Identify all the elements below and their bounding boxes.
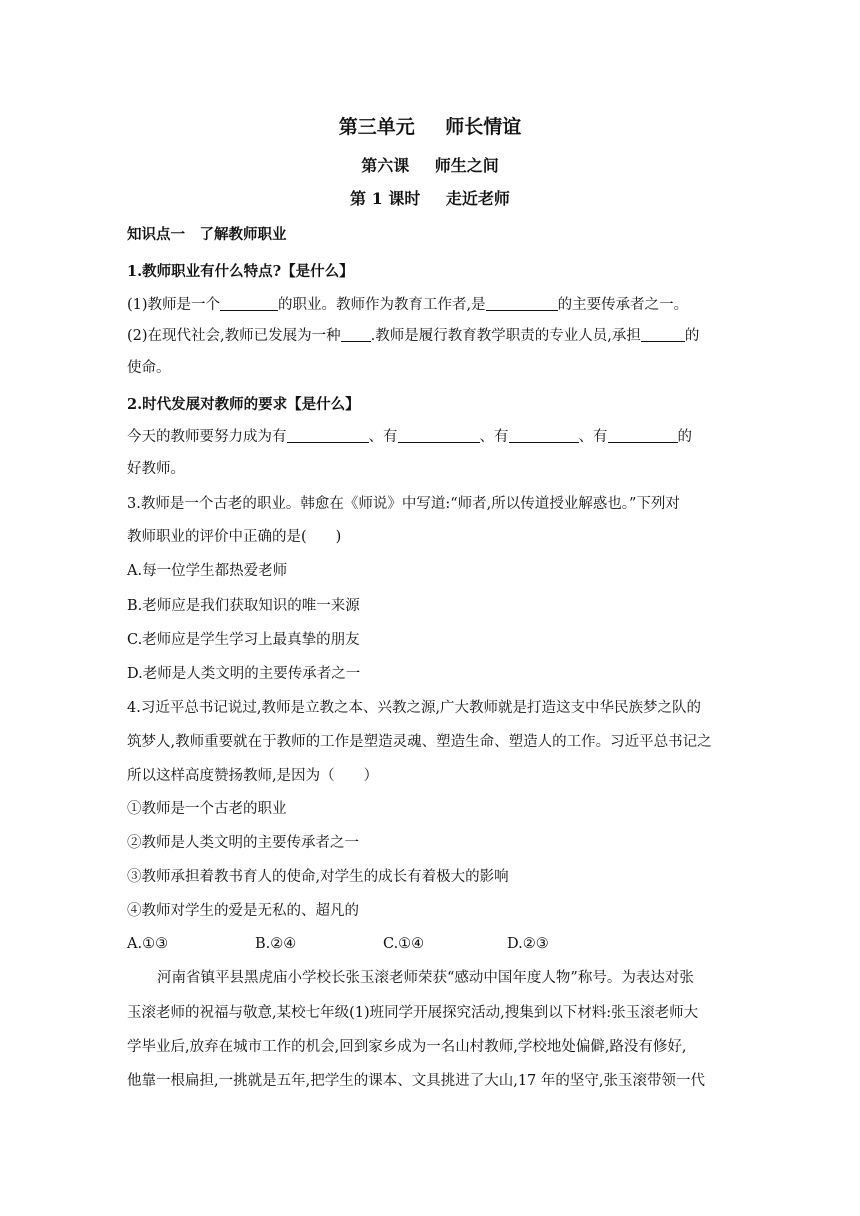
question-1-line-3: 使命。 [127,360,171,376]
question-1-line-2: (2)在现代社会,教师已发展为一种 .教师是履行教育教学职责的专业人员,承担 的 [127,328,700,344]
question-4-option-b[interactable]: B.②④ [255,936,297,952]
question-4-stem-line-2: 筑梦人,教师重要就在于教师的工作是塑造灵魂、塑造生命、塑造人的工作。习近平总书记之 [127,734,712,750]
period-title: 第 1 课时 走近老师 [350,189,510,208]
question-4-option-d[interactable]: D.②③ [507,936,549,952]
question-1-title: 1.教师职业有什么特点?【是什么】 [127,263,354,280]
question-4-statement-3: ③教师承担着教书育人的使命,对学生的成长有着极大的影响 [127,869,509,885]
fill-blank[interactable] [641,326,685,342]
material-paragraph-line-1: 河南省镇平县黑虎庙小学校长张玉滚老师荣获“感动中国年度人物”称号。为表达对张 [157,970,694,986]
question-4-option-c[interactable]: C.①④ [383,936,425,952]
question-4-statement-1: ①教师是一个古老的职业 [127,801,287,817]
fill-blank[interactable] [220,295,278,311]
fill-blank[interactable] [398,427,480,443]
question-3-option-c[interactable]: C.老师应是学生学习上最真挚的朋友 [127,632,360,648]
question-3-stem-line-1: 3.教师是一个古老的职业。韩愈在《师说》中写道:“师者,所以传道授业解惑也。”下列对 [127,496,680,512]
material-paragraph-line-4: 他靠一根扁担,一挑就是五年,把学生的课本、文具挑进了大山,17 年的坚守,张玉滚带领一代 [127,1073,705,1089]
unit-title: 第三单元 师长情谊 [338,116,522,138]
fill-blank[interactable] [608,427,678,443]
material-paragraph-line-2: 玉滚老师的祝福与敬意,某校七年级(1)班同学开展探究活动,搜集到以下材料:张玉滚老师大 [127,1005,699,1021]
question-3-stem-line-2: 教师职业的评价中正确的是( ) [127,529,342,545]
fill-blank[interactable] [341,326,371,342]
question-3-option-d[interactable]: D.老师是人类文明的主要传承者之一 [127,666,361,682]
knowledge-point-heading: 知识点一 了解教师职业 [127,226,287,243]
fill-blank[interactable] [509,427,579,443]
question-2-line-1: 今天的教师要努力成为有 、有 、有 、有 的 [127,429,692,445]
material-paragraph-line-3: 学毕业后,放弃在城市工作的机会,回到家乡成为一名山村教师,学校地处偏僻,路没有修好, [127,1039,687,1055]
question-2-title: 2.时代发展对教师的要求【是什么】 [127,396,360,413]
fill-blank[interactable] [486,295,558,311]
fill-blank[interactable] [287,427,369,443]
question-4-stem-line-1: 4.习近平总书记说过,教师是立教之本、兴教之源,广大教师就是打造这支中华民族梦之队的 [127,700,702,716]
question-3-option-a[interactable]: A.每一位学生都热爱老师 [127,563,288,579]
question-4-option-a[interactable]: A.①③ [127,936,169,952]
question-4-statement-4: ④教师对学生的爱是无私的、超凡的 [127,903,359,919]
question-1-line-1: (1)教师是一个 的职业。教师作为教育工作者,是 的主要传承者之一。 [127,297,689,313]
question-2-line-2: 好教师。 [127,461,185,477]
question-4-options [127,934,737,954]
question-3-option-b[interactable]: B.老师应是我们获取知识的唯一来源 [127,598,360,614]
lesson-title: 第六课 师生之间 [361,156,499,175]
question-4-stem-line-3: 所以这样高度赞扬教师,是因为（ ） [127,768,379,784]
question-4-statement-2: ②教师是人类文明的主要传承者之一 [127,835,359,851]
